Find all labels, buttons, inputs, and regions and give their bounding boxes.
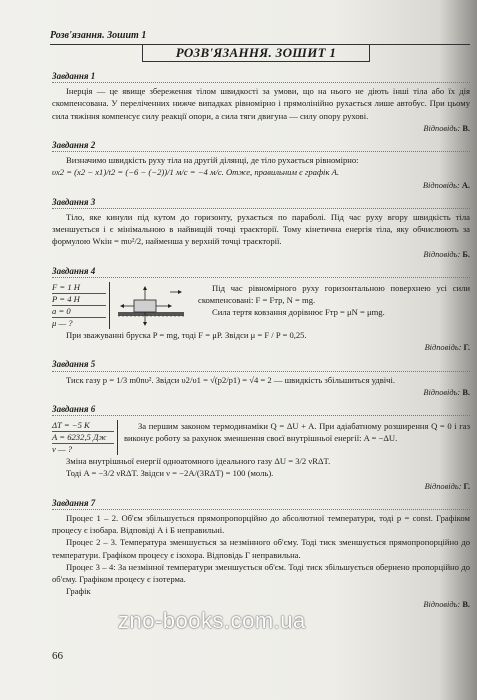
answer [52, 123, 470, 135]
answer-label: Відповідь: [424, 343, 462, 353]
solution-line: Тоді A = −3/2 νRΔT. Звідси ν = −2A/(3RΔT) = 100 (моль). [66, 468, 274, 479]
solution-text [118, 420, 470, 455]
answer-value: В. [462, 599, 470, 609]
task-5 [52, 354, 470, 399]
task-text: Тіло, яке кинули під кутом до горизонту, рухається по параболі. Під час руху вгору швидкість тіла зменшується і є мінімальною в найвищій точці траєкторії. Тому кінетична енергія тіла, яку обчислюють за формулою Wкін = mυ²/2, найменша у верхній точці траєкторії. [52, 212, 470, 247]
answer-value: В. [462, 387, 470, 397]
task-title: Завдання 1 [52, 70, 470, 83]
main-title: РОЗВ'ЯЗАННЯ. ЗОШИТ 1 [142, 44, 370, 62]
page-number: 66 [52, 650, 63, 662]
task-4 [52, 261, 470, 355]
given-item: μ — ? [52, 318, 73, 329]
answer [52, 249, 470, 261]
solution-line: Під час рівномірного руху горизонтальною поверхнею усі сили скомпенсовані: F = Fтр, N = mg. [198, 283, 470, 306]
given-item: a = 0 [52, 306, 106, 318]
answer-label: Відповідь: [423, 249, 461, 259]
given-item: A = 6232,5 Дж [52, 432, 114, 444]
task-text: Визначимо швидкість руху тіла на другій ділянці, де тіло рухається рівномірно: [66, 155, 359, 166]
task-title: Завдання 4 [52, 265, 470, 278]
given-list [52, 420, 118, 455]
answer-label: Відповідь: [424, 481, 462, 491]
answer-value: А. [461, 180, 470, 190]
task-title: Завдання 5 [52, 358, 470, 371]
solution-line: При зважуванні бруска P = mg, тоді F = μP. Звідси μ = F / P = 0,25. [66, 330, 307, 341]
solution-line: Процес 3 – 4: За незмінної температури зменшується об'єм. Тоді тиск збільшується обернено пропорційно до об'єму. Графіком процесу є ізотерма. [52, 561, 470, 585]
condition-block [52, 282, 470, 329]
watermark: zno-books.com.ua [118, 608, 306, 633]
task-title: Завдання 2 [52, 139, 470, 152]
answer-label: Відповідь: [423, 123, 461, 133]
task-text: Тиск газу p = 1/3 m0nυ². Звідси υ2/υ1 = √(p2/p1) = √4 = 2 — швидкість збільшиться удвічі. [66, 374, 396, 385]
answer-value: В. [462, 123, 470, 133]
answer-value: Г. [463, 481, 470, 491]
answer-label: Відповідь: [423, 599, 461, 609]
answer-label: Відповідь: [423, 387, 461, 397]
given-item: F = 1 H [52, 282, 106, 294]
answer-value: Б. [462, 249, 470, 259]
task-text: Інерція — це явище збереження тілом швидкості за умови, що на нього не діють інші тіла або їх дія скомпенсована. У переліченних нижче випадках рівномірно і прямолінійно рухається лише автобус. При цьому сила тяжіння компенсує силу реакції опори, а сила тяги двигуна — силу опору рухові. [52, 86, 470, 121]
solution-line: Процес 2 – 3. Температура зменшується за незмінного об'єму. Тоді тиск зменшується прямопропорційно до температури. Графіком процесу є ізохора. Відповідь Г неправильна. [52, 537, 470, 560]
answer-label: Відповідь: [422, 180, 460, 190]
task-title: Завдання 7 [52, 497, 470, 510]
solution-line: Графік [66, 586, 91, 597]
block-force-diagram [116, 282, 186, 326]
task-1 [52, 66, 470, 135]
task-7 [52, 493, 470, 611]
solution-line: За першим законом термодинаміки Q = ΔU + A. При адіабатному розширення Q = 0 і газ виконує роботу за рахунок зменшення своєї внутрішньої енергії: A = −ΔU. [124, 421, 470, 444]
answer [52, 387, 470, 399]
task-2 [52, 135, 470, 192]
given-item: ν — ? [52, 444, 73, 455]
content [52, 66, 470, 611]
task-6 [52, 399, 470, 493]
answer [52, 481, 470, 493]
answer [52, 342, 470, 354]
given-item: P = 4 H [52, 294, 106, 306]
task-title: Завдання 6 [52, 403, 470, 416]
given-list [52, 282, 110, 329]
task-title: Завдання 3 [52, 196, 470, 209]
task-3 [52, 192, 470, 261]
given-item: ΔT = −5 K [52, 420, 114, 432]
running-title: Розв'язання. Зошит 1 [50, 30, 470, 45]
solution-text [192, 282, 470, 329]
solution-line: Зміна внутрішньої енергії одноатомного ідеального газу ΔU = 3/2 νRΔT. [66, 456, 331, 467]
answer [52, 180, 470, 192]
formula: υx2 = (x2 − x1)/t2 = (−6 − (−2))/1 м/с = −4 м/с. Отже, правильним є графік А. [52, 167, 340, 178]
solution-line: Процес 1 – 2. Об'єм збільшується прямопропорційно до абсолютної температури, тоді p = const. Графіком процесу є ізобара. Відповіді А і Б неправильні. [52, 513, 470, 536]
answer-value: Г. [463, 343, 470, 353]
condition-block [52, 420, 470, 455]
solution-line: Сила тертя ковзання дорівнює Fтр = μN = μmg. [212, 307, 385, 318]
